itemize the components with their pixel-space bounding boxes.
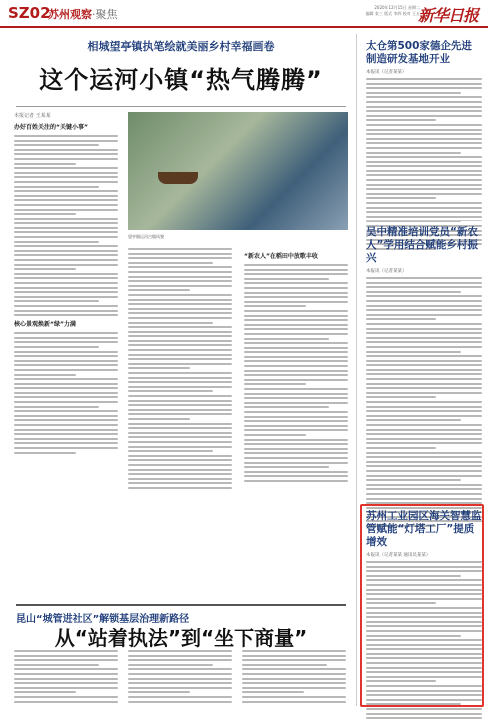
bottom-kicker: 昆山“城管进社区”解锁基层治理新路径 bbox=[16, 614, 190, 625]
lead-title: 这个运河小镇“热气腾腾” bbox=[39, 66, 323, 94]
divider bbox=[16, 604, 346, 606]
text-column bbox=[128, 248, 232, 491]
lead-photo bbox=[128, 112, 348, 230]
issue-staff: 编辑 张三 版式 李四 校对 王五 bbox=[365, 11, 420, 16]
right-article-1-byline: 本报讯（记者某某） bbox=[366, 70, 407, 75]
bottom-article-body bbox=[14, 650, 348, 710]
photo-column bbox=[128, 112, 348, 260]
column-divider bbox=[356, 34, 357, 706]
boat-shape bbox=[158, 172, 198, 184]
issue-info bbox=[320, 5, 420, 17]
right-article-3-byline: 本报讯（记者某某 通讯员某某） bbox=[366, 553, 431, 558]
divider bbox=[366, 220, 482, 221]
text-column bbox=[244, 248, 348, 485]
issue-date: 2020年12月15日 星期二 bbox=[374, 5, 420, 10]
page-code: SZ02 bbox=[8, 4, 51, 22]
lead-subhead-2: 核心景观焕新“绿”力满 bbox=[14, 321, 76, 329]
right-article-3-title: 苏州工业园区海关智慧监管赋能“灯塔工厂”提质增效 bbox=[366, 510, 482, 548]
bottom-title: 从“站着执法”到“坐下商量” bbox=[54, 626, 308, 650]
right-article-3 bbox=[366, 510, 482, 722]
section-name bbox=[48, 6, 118, 22]
text-column bbox=[242, 650, 346, 705]
lead-subhead-1: 办好百姓关注的“关键小事” bbox=[14, 124, 88, 131]
newspaper-logo: 新华日报 bbox=[417, 6, 478, 25]
text-column bbox=[128, 650, 232, 705]
lead-subhead-3: “新农人”在稻田中放歌丰收 bbox=[244, 253, 318, 260]
right-article-1-title: 太仓第500家德企先进制造研发基地开业 bbox=[366, 40, 472, 65]
text-column bbox=[14, 112, 118, 456]
lead-byline: 本报记者 王某某 bbox=[14, 113, 51, 119]
text-column bbox=[14, 650, 118, 705]
right-article-2 bbox=[366, 226, 482, 530]
masthead bbox=[0, 0, 488, 28]
section-subtitle: ·聚焦 bbox=[92, 8, 118, 21]
divider bbox=[16, 106, 346, 107]
lead-kicker: 相城望亭镇执笔绘就美丽乡村幸福画卷 bbox=[87, 40, 275, 53]
right-article-2-byline: 本报讯（记者某某） bbox=[366, 269, 407, 274]
photo-caption: 望亭镇运河古镇风貌 bbox=[128, 234, 164, 239]
lead-article-body bbox=[14, 112, 348, 602]
right-article-2-title: 吴中精准培训党员“新农人”学用结合赋能乡村振兴 bbox=[366, 226, 478, 264]
section-title: 苏州观察 bbox=[48, 8, 92, 21]
lead-headline bbox=[16, 38, 346, 108]
